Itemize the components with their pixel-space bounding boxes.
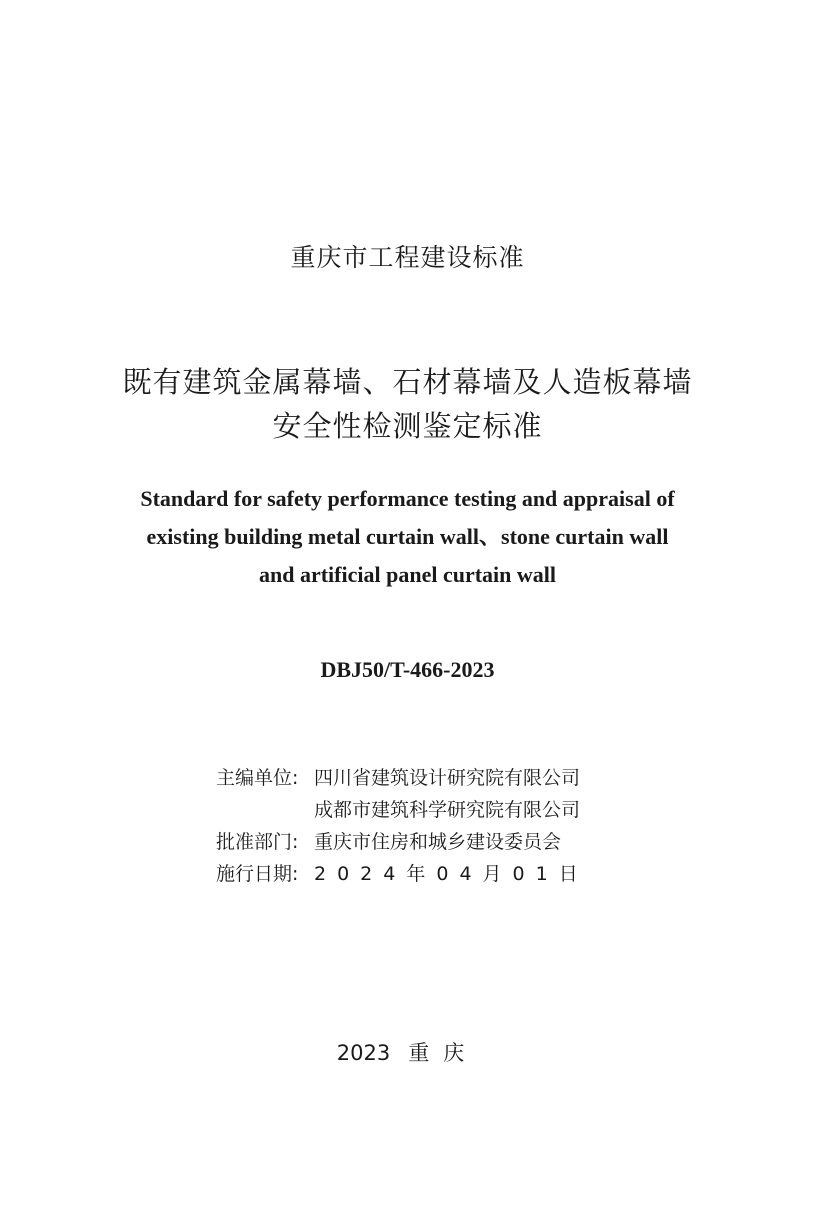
editor-row	[216, 762, 589, 794]
editor-label: 主编单位:	[216, 767, 299, 789]
english-title-line-1: Standard for safety performance testing and appraisal of	[140, 486, 675, 511]
chinese-title-line-1: 既有建筑金属幕墙、石材幕墙及人造板幕墙	[122, 365, 693, 399]
series-title: 重庆市工程建设标准	[290, 243, 525, 272]
editor-value-2: 成都市建筑科学研究院有限公司	[314, 799, 581, 821]
chinese-title	[0, 360, 815, 448]
publication-info	[216, 762, 589, 890]
chinese-title-line-2: 安全性检测鉴定标准	[272, 409, 543, 443]
editor-row-2	[216, 794, 589, 826]
approver-label: 批准部门:	[216, 831, 299, 853]
effective-date-label: 施行日期:	[216, 863, 299, 885]
publication-year: 2023	[336, 1041, 391, 1065]
standard-code: DBJ50/T-466-2023	[320, 657, 495, 682]
effective-date-value: 2024年04月01日	[314, 863, 589, 885]
approver-value: 重庆市住房和城乡建设委员会	[314, 831, 562, 853]
effective-date-row	[216, 858, 589, 890]
english-title-line-3: and artificial panel curtain wall	[259, 562, 556, 587]
approver-row	[216, 826, 589, 858]
editor-value-1: 四川省建筑设计研究院有限公司	[314, 767, 581, 789]
english-title	[0, 480, 815, 594]
publication-city: 重庆	[408, 1041, 479, 1065]
english-title-line-2: existing building metal curtain wall、stone curtain wall	[146, 524, 669, 549]
footer	[0, 1038, 815, 1068]
